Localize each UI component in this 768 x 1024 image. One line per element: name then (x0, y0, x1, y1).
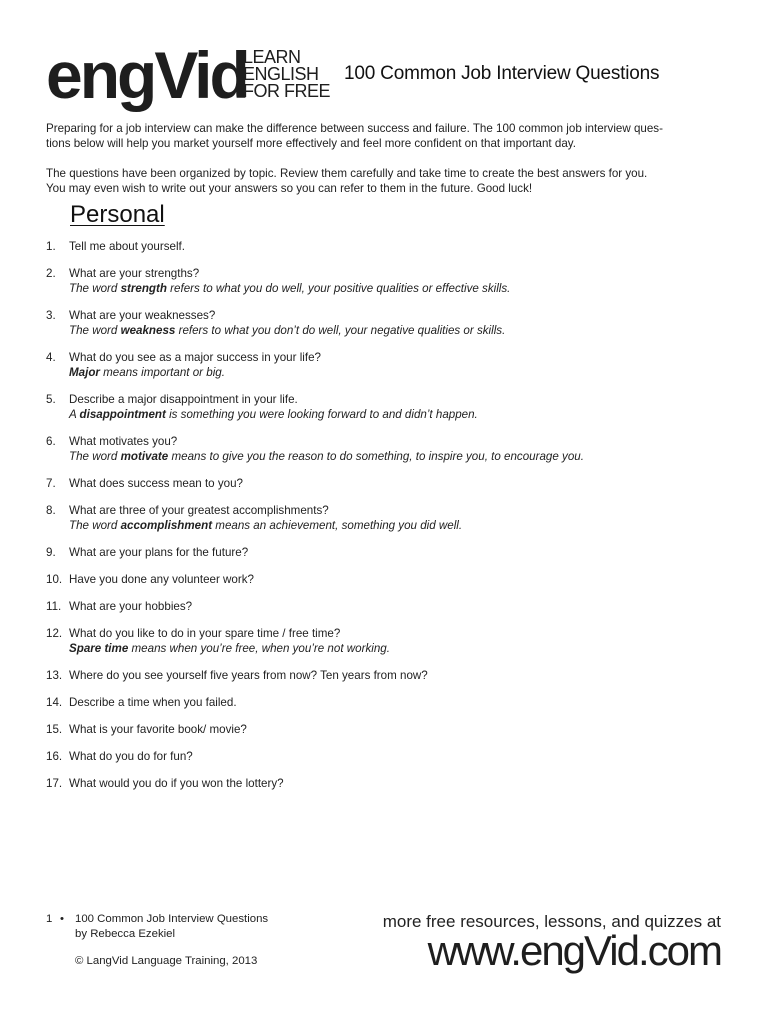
question-number: 1. (46, 240, 56, 253)
question-number: 3. (46, 309, 56, 322)
question-item (46, 434, 736, 464)
question-number: 6. (46, 435, 56, 448)
intro-paragraph-2 (46, 166, 726, 196)
definition-text: is something you were looking forward to and didn’t happen. (165, 408, 478, 421)
logo-tagline-line: FOR FREE (243, 81, 331, 101)
footer-copyright: © LangVid Language Training, 2013 (75, 955, 258, 967)
question-number: 11. (46, 600, 62, 613)
question-text: What do you see as a major success in your life? (69, 351, 321, 364)
question-text: What are your strengths? (69, 267, 200, 280)
question-text: What would you do if you won the lottery? (69, 777, 284, 790)
definition-note (69, 323, 736, 338)
page-number: 1 (46, 913, 53, 925)
intro-line: The questions have been organized by topic. Review them carefully and take time to create the best answers for you. (46, 167, 648, 180)
definition-prefix: A (69, 408, 80, 421)
definition-text: refers to what you don’t do well, your negative qualities or skills. (175, 324, 506, 337)
intro-line: Preparing for a job interview can make the difference between success and failure. The 100 common job interview ques- (46, 122, 663, 135)
question-item (46, 749, 736, 764)
question-number: 17. (46, 777, 63, 790)
definition-text: means important or big. (99, 366, 225, 379)
question-text: What motivates you? (69, 435, 178, 448)
definition-prefix: The word (69, 324, 121, 337)
question-text: Describe a time when you failed. (69, 696, 237, 709)
footer-author: by Rebecca Ezekiel (75, 928, 176, 940)
question-text: What does success mean to you? (69, 477, 243, 490)
section-heading: Personal (70, 201, 165, 228)
definition-prefix: The word (69, 282, 121, 295)
question-text: Have you done any volunteer work? (69, 573, 254, 586)
footer-doc-title: 100 Common Job Interview Questions (75, 913, 269, 925)
question-text: Where do you see yourself five years from now? Ten years from now? (69, 669, 428, 682)
definition-note (69, 641, 736, 656)
definition-text: means when you’re free, when you’re not working. (128, 642, 390, 655)
bullet-icon: • (60, 913, 64, 925)
logo-tagline-line: LEARN (243, 47, 301, 67)
question-text: What is your favorite book/ movie? (69, 723, 247, 736)
defined-term: Spare time (69, 642, 129, 655)
question-item (46, 392, 736, 422)
question-item (46, 266, 736, 296)
question-item (46, 503, 736, 533)
definition-text: means to give you the reason to do something, to inspire you, to encourage you. (168, 450, 584, 463)
question-number: 10. (46, 573, 63, 586)
logo-tagline (243, 49, 343, 100)
defined-term: weakness (120, 324, 176, 337)
question-number: 4. (46, 351, 56, 364)
definition-prefix: The word (69, 450, 121, 463)
question-text: What do you do for fun? (69, 750, 193, 763)
question-item (46, 626, 736, 656)
question-number: 15. (46, 723, 63, 736)
footer-info (46, 912, 346, 969)
definition-note (69, 518, 736, 533)
question-item (46, 572, 736, 587)
definition-note (69, 449, 736, 464)
question-number: 8. (46, 504, 56, 517)
defined-term: Major (69, 366, 100, 379)
intro-paragraph-1 (46, 121, 726, 151)
question-item (46, 722, 736, 737)
defined-term: disappointment (79, 408, 166, 421)
question-text: What do you like to do in your spare time / free time? (69, 627, 341, 640)
definition-note (69, 365, 736, 380)
footer-promo: more free resources, lessons, and quizzes at (382, 912, 721, 931)
question-item (46, 668, 736, 683)
intro-line: tions below will help you market yourself more effectively and feel more confident on that important day. (46, 137, 576, 150)
question-number: 2. (46, 267, 56, 280)
question-number: 12. (46, 627, 63, 640)
document-title: 100 Common Job Interview Questions (344, 63, 660, 84)
footer-url-link[interactable]: www.engVid.com (427, 927, 721, 974)
question-item (46, 350, 736, 380)
question-list (46, 239, 736, 803)
question-item (46, 476, 736, 491)
definition-text: refers to what you do well, your positive qualities or effective skills. (166, 282, 511, 295)
question-number: 7. (46, 477, 56, 490)
definition-prefix: The word (69, 519, 121, 532)
question-item (46, 776, 736, 791)
definition-text: means an achievement, something you did well. (212, 519, 463, 532)
question-text: Tell me about yourself. (69, 240, 185, 253)
question-text: What are three of your greatest accomplishments? (69, 504, 329, 517)
question-number: 16. (46, 750, 63, 763)
question-number: 9. (46, 546, 56, 559)
question-text: What are your hobbies? (69, 600, 193, 613)
intro-line: You may even wish to write out your answers so you can refer to them in the future. Good luck! (46, 182, 533, 195)
question-item (46, 239, 736, 254)
defined-term: motivate (120, 450, 169, 463)
definition-note (69, 407, 736, 422)
question-number: 5. (46, 393, 56, 406)
question-number: 13. (46, 669, 63, 682)
definition-note (69, 281, 736, 296)
question-text: Describe a major disappointment in your life. (69, 393, 298, 406)
question-text: What are your plans for the future? (69, 546, 249, 559)
question-item (46, 308, 736, 338)
defined-term: accomplishment (120, 519, 213, 532)
question-number: 14. (46, 696, 63, 709)
question-item (46, 599, 736, 614)
logo-tagline-line: ENGLISH (243, 64, 319, 84)
question-item (46, 695, 736, 710)
defined-term: strength (120, 282, 167, 295)
question-text: What are your weaknesses? (69, 309, 216, 322)
question-item (46, 545, 736, 560)
engvid-logo: engVid (46, 38, 247, 112)
